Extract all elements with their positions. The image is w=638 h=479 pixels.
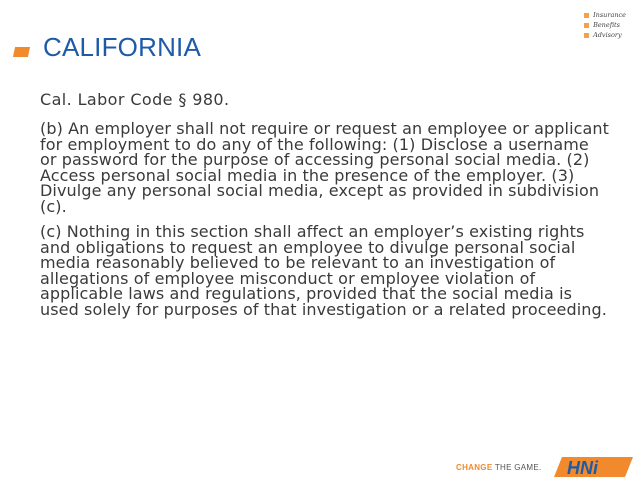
brand-item-benefits: Benefits <box>584 20 626 30</box>
svg-text:HNi: HNi <box>566 458 598 478</box>
brand-item-advisory: Advisory <box>584 30 626 40</box>
slide-body <box>40 90 610 327</box>
hni-logo <box>548 455 633 479</box>
brand-item-insurance: Insurance <box>584 10 626 20</box>
bullet-square-icon <box>584 13 589 18</box>
bullet-square-icon <box>584 23 589 28</box>
footer-tagline: CHANGE THE GAME. <box>456 462 542 472</box>
title-bullet-icon <box>13 47 30 57</box>
paragraph-c: (c) Nothing in this section shall affect an employer’s existing rights and obligations to request an employee to divulge personal social media reasonably believed to be relevant to an investigation of allegations of employee misconduct or employee violation of applicable laws and regulations, provided that the social media is used solely for purposes of that investigation or a related proceeding. <box>40 222 607 319</box>
statute-citation: Cal. Labor Code § 980. <box>40 90 230 109</box>
brand-tagline-list <box>584 10 626 40</box>
slide-title: CALIFORNIA <box>43 32 202 62</box>
bullet-square-icon <box>584 33 589 38</box>
paragraph-b: (b) An employer shall not require or request an employee or applicant for employment to do any of the following: (1) Disclose a username or password for the purpose of accessing personal social media. (2) Access personal social media in the presence of the employer. (3) Divulge any personal social media, except as provided in subdivision (c). <box>40 119 610 216</box>
footer-branding <box>456 455 633 479</box>
